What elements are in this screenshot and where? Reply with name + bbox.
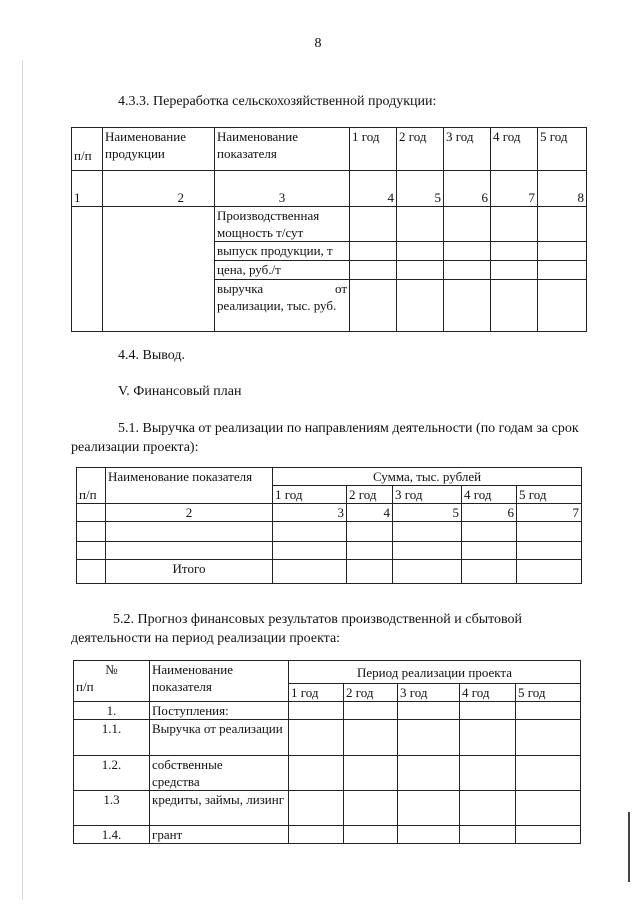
header-cell-year-3: 3 год — [393, 486, 462, 504]
row-number: 1.4. — [74, 826, 150, 844]
blank-cell — [491, 207, 538, 242]
blank-cell — [77, 504, 106, 522]
blank-cell — [398, 720, 460, 756]
header-cell-indicator-name: Наименование показателя — [150, 661, 289, 702]
column-number: 8 — [538, 171, 587, 207]
section-5-1-heading: 5.1. Выручка от реализации по направлениям деятельности (по годам за срок реализации проекта): — [71, 421, 579, 455]
blank-cell — [344, 756, 398, 791]
revenue-table — [76, 467, 582, 584]
blank-cell — [397, 261, 444, 280]
table-row — [77, 542, 582, 560]
column-number: 5 — [397, 171, 444, 207]
blank-cell — [444, 242, 491, 261]
blank-cell — [347, 560, 393, 584]
blank-cell — [106, 522, 273, 542]
blank-cell — [460, 756, 516, 791]
scan-mark — [628, 812, 630, 882]
header-cell-year-2: 2 год — [347, 486, 393, 504]
blank-cell — [491, 242, 538, 261]
header-cell-product-name: Наименование продукции — [103, 128, 215, 171]
blank-cell — [397, 242, 444, 261]
column-number: 7 — [491, 171, 538, 207]
header-cell-year-1: 1 год — [273, 486, 347, 504]
row-label-capacity: Производственная мощность т/сут — [215, 207, 350, 242]
blank-cell — [397, 280, 444, 332]
blank-cell — [344, 791, 398, 826]
table-row — [74, 720, 581, 756]
row-label: кредиты, займы, лизинг — [150, 791, 289, 826]
header-no-label: № — [105, 662, 118, 677]
row-label: грант — [150, 826, 289, 844]
blank-cell — [444, 280, 491, 332]
column-number: 5 — [393, 504, 462, 522]
blank-cell — [72, 207, 103, 332]
row-label-output: выпуск продукции, т — [215, 242, 350, 261]
table-header-row — [74, 661, 581, 684]
blank-cell — [460, 826, 516, 844]
row-label-price: цена, руб./т — [215, 261, 350, 280]
header-cell-year-5: 5 год — [516, 684, 581, 702]
header-cell-number — [74, 661, 150, 702]
blank-cell — [350, 280, 397, 332]
blank-cell — [462, 542, 517, 560]
blank-cell — [344, 826, 398, 844]
blank-cell — [289, 826, 344, 844]
row-label — [150, 756, 289, 791]
blank-cell — [77, 560, 106, 584]
column-number: 6 — [444, 171, 491, 207]
table-header-row — [72, 128, 587, 171]
blank-cell — [516, 791, 581, 826]
blank-cell — [444, 207, 491, 242]
column-number: 1 — [72, 171, 103, 207]
column-number: 2 — [106, 504, 273, 522]
table-row — [72, 207, 587, 242]
column-number: 4 — [347, 504, 393, 522]
blank-cell — [393, 542, 462, 560]
blank-cell — [517, 542, 582, 560]
blank-cell — [460, 720, 516, 756]
blank-cell — [350, 207, 397, 242]
column-number: 4 — [350, 171, 397, 207]
blank-cell — [289, 791, 344, 826]
scan-edge-line — [22, 60, 23, 900]
column-number-row — [77, 504, 582, 522]
forecast-table — [73, 660, 581, 844]
blank-cell — [350, 261, 397, 280]
blank-cell — [393, 560, 462, 584]
column-number: 3 — [215, 171, 350, 207]
blank-cell — [517, 560, 582, 584]
blank-cell — [398, 791, 460, 826]
blank-cell — [289, 756, 344, 791]
row-label-text: собственные средства — [152, 757, 223, 789]
row-number: 1. — [74, 702, 150, 720]
header-cell-pp: п/п — [72, 128, 103, 171]
column-number: 3 — [273, 504, 347, 522]
blank-cell — [460, 702, 516, 720]
header-cell-year-3: 3 год — [444, 128, 491, 171]
header-cell-year-5: 5 год — [517, 486, 582, 504]
blank-cell — [538, 280, 587, 332]
row-number: 1.2. — [74, 756, 150, 791]
table-row — [77, 522, 582, 542]
blank-cell — [273, 522, 347, 542]
blank-cell — [460, 791, 516, 826]
blank-cell — [491, 280, 538, 332]
header-cell-indicator-name: Наименование показателя — [215, 128, 350, 171]
header-cell-pp: п/п — [77, 468, 106, 504]
section-5-heading: V. Финансовый план — [118, 384, 242, 399]
blank-cell — [462, 560, 517, 584]
blank-cell — [398, 756, 460, 791]
blank-cell — [77, 542, 106, 560]
blank-cell — [517, 522, 582, 542]
blank-cell — [393, 522, 462, 542]
column-number-row — [72, 171, 587, 207]
blank-cell — [462, 522, 517, 542]
section-4-3-3-heading: 4.3.3. Переработка сельскохозяйственной продукции: — [118, 94, 437, 109]
blank-cell — [273, 560, 347, 584]
blank-cell — [516, 826, 581, 844]
row-label-revenue: выручка от реализации, тыс. руб. — [215, 280, 350, 332]
blank-cell — [516, 702, 581, 720]
blank-cell — [106, 542, 273, 560]
header-cell-year-1: 1 год — [350, 128, 397, 171]
blank-cell — [103, 207, 215, 332]
page-number: 8 — [314, 36, 322, 51]
blank-cell — [347, 522, 393, 542]
header-cell-year-5: 5 год — [538, 128, 587, 171]
column-number: 2 — [103, 171, 215, 207]
header-cell-sum: Сумма, тыс. рублей — [273, 468, 582, 486]
blank-cell — [398, 702, 460, 720]
header-cell-year-3: 3 год — [398, 684, 460, 702]
section-4-4-heading: 4.4. Вывод. — [118, 348, 185, 363]
header-cell-year-2: 2 год — [344, 684, 398, 702]
table-row — [74, 791, 581, 826]
table-header-row — [77, 468, 582, 486]
row-label: Выручка от реализации — [150, 720, 289, 756]
table-row — [74, 756, 581, 791]
header-pp-label: п/п — [76, 679, 94, 694]
header-cell-year-2: 2 год — [397, 128, 444, 171]
column-number: 7 — [517, 504, 582, 522]
blank-cell — [538, 207, 587, 242]
blank-cell — [538, 242, 587, 261]
blank-cell — [516, 720, 581, 756]
header-cell-indicator-name: Наименование показателя — [106, 468, 273, 504]
blank-cell — [344, 702, 398, 720]
header-cell-year-1: 1 год — [289, 684, 344, 702]
header-cell-year-4: 4 год — [491, 128, 538, 171]
header-cell-period: Период реализации проекта — [289, 661, 581, 684]
table-row — [74, 702, 581, 720]
header-cell-year-4: 4 год — [462, 486, 517, 504]
blank-cell — [77, 522, 106, 542]
table-row — [77, 560, 582, 584]
blank-cell — [397, 207, 444, 242]
processing-table — [71, 127, 587, 332]
row-number: 1.3 — [74, 791, 150, 826]
blank-cell — [398, 826, 460, 844]
blank-cell — [273, 542, 347, 560]
blank-cell — [344, 720, 398, 756]
table-row — [74, 826, 581, 844]
blank-cell — [538, 261, 587, 280]
blank-cell — [347, 542, 393, 560]
blank-cell — [516, 756, 581, 791]
row-number: 1.1. — [74, 720, 150, 756]
blank-cell — [289, 702, 344, 720]
total-label: Итого — [106, 560, 273, 584]
blank-cell — [289, 720, 344, 756]
header-cell-year-4: 4 год — [460, 684, 516, 702]
blank-cell — [444, 261, 491, 280]
blank-cell — [350, 242, 397, 261]
blank-cell — [491, 261, 538, 280]
section-5-2-heading: 5.2. Прогноз финансовых результатов производственной и сбытовой деятельности на период реализации проекта: — [71, 612, 523, 646]
row-label: Поступления: — [150, 702, 289, 720]
column-number: 6 — [462, 504, 517, 522]
